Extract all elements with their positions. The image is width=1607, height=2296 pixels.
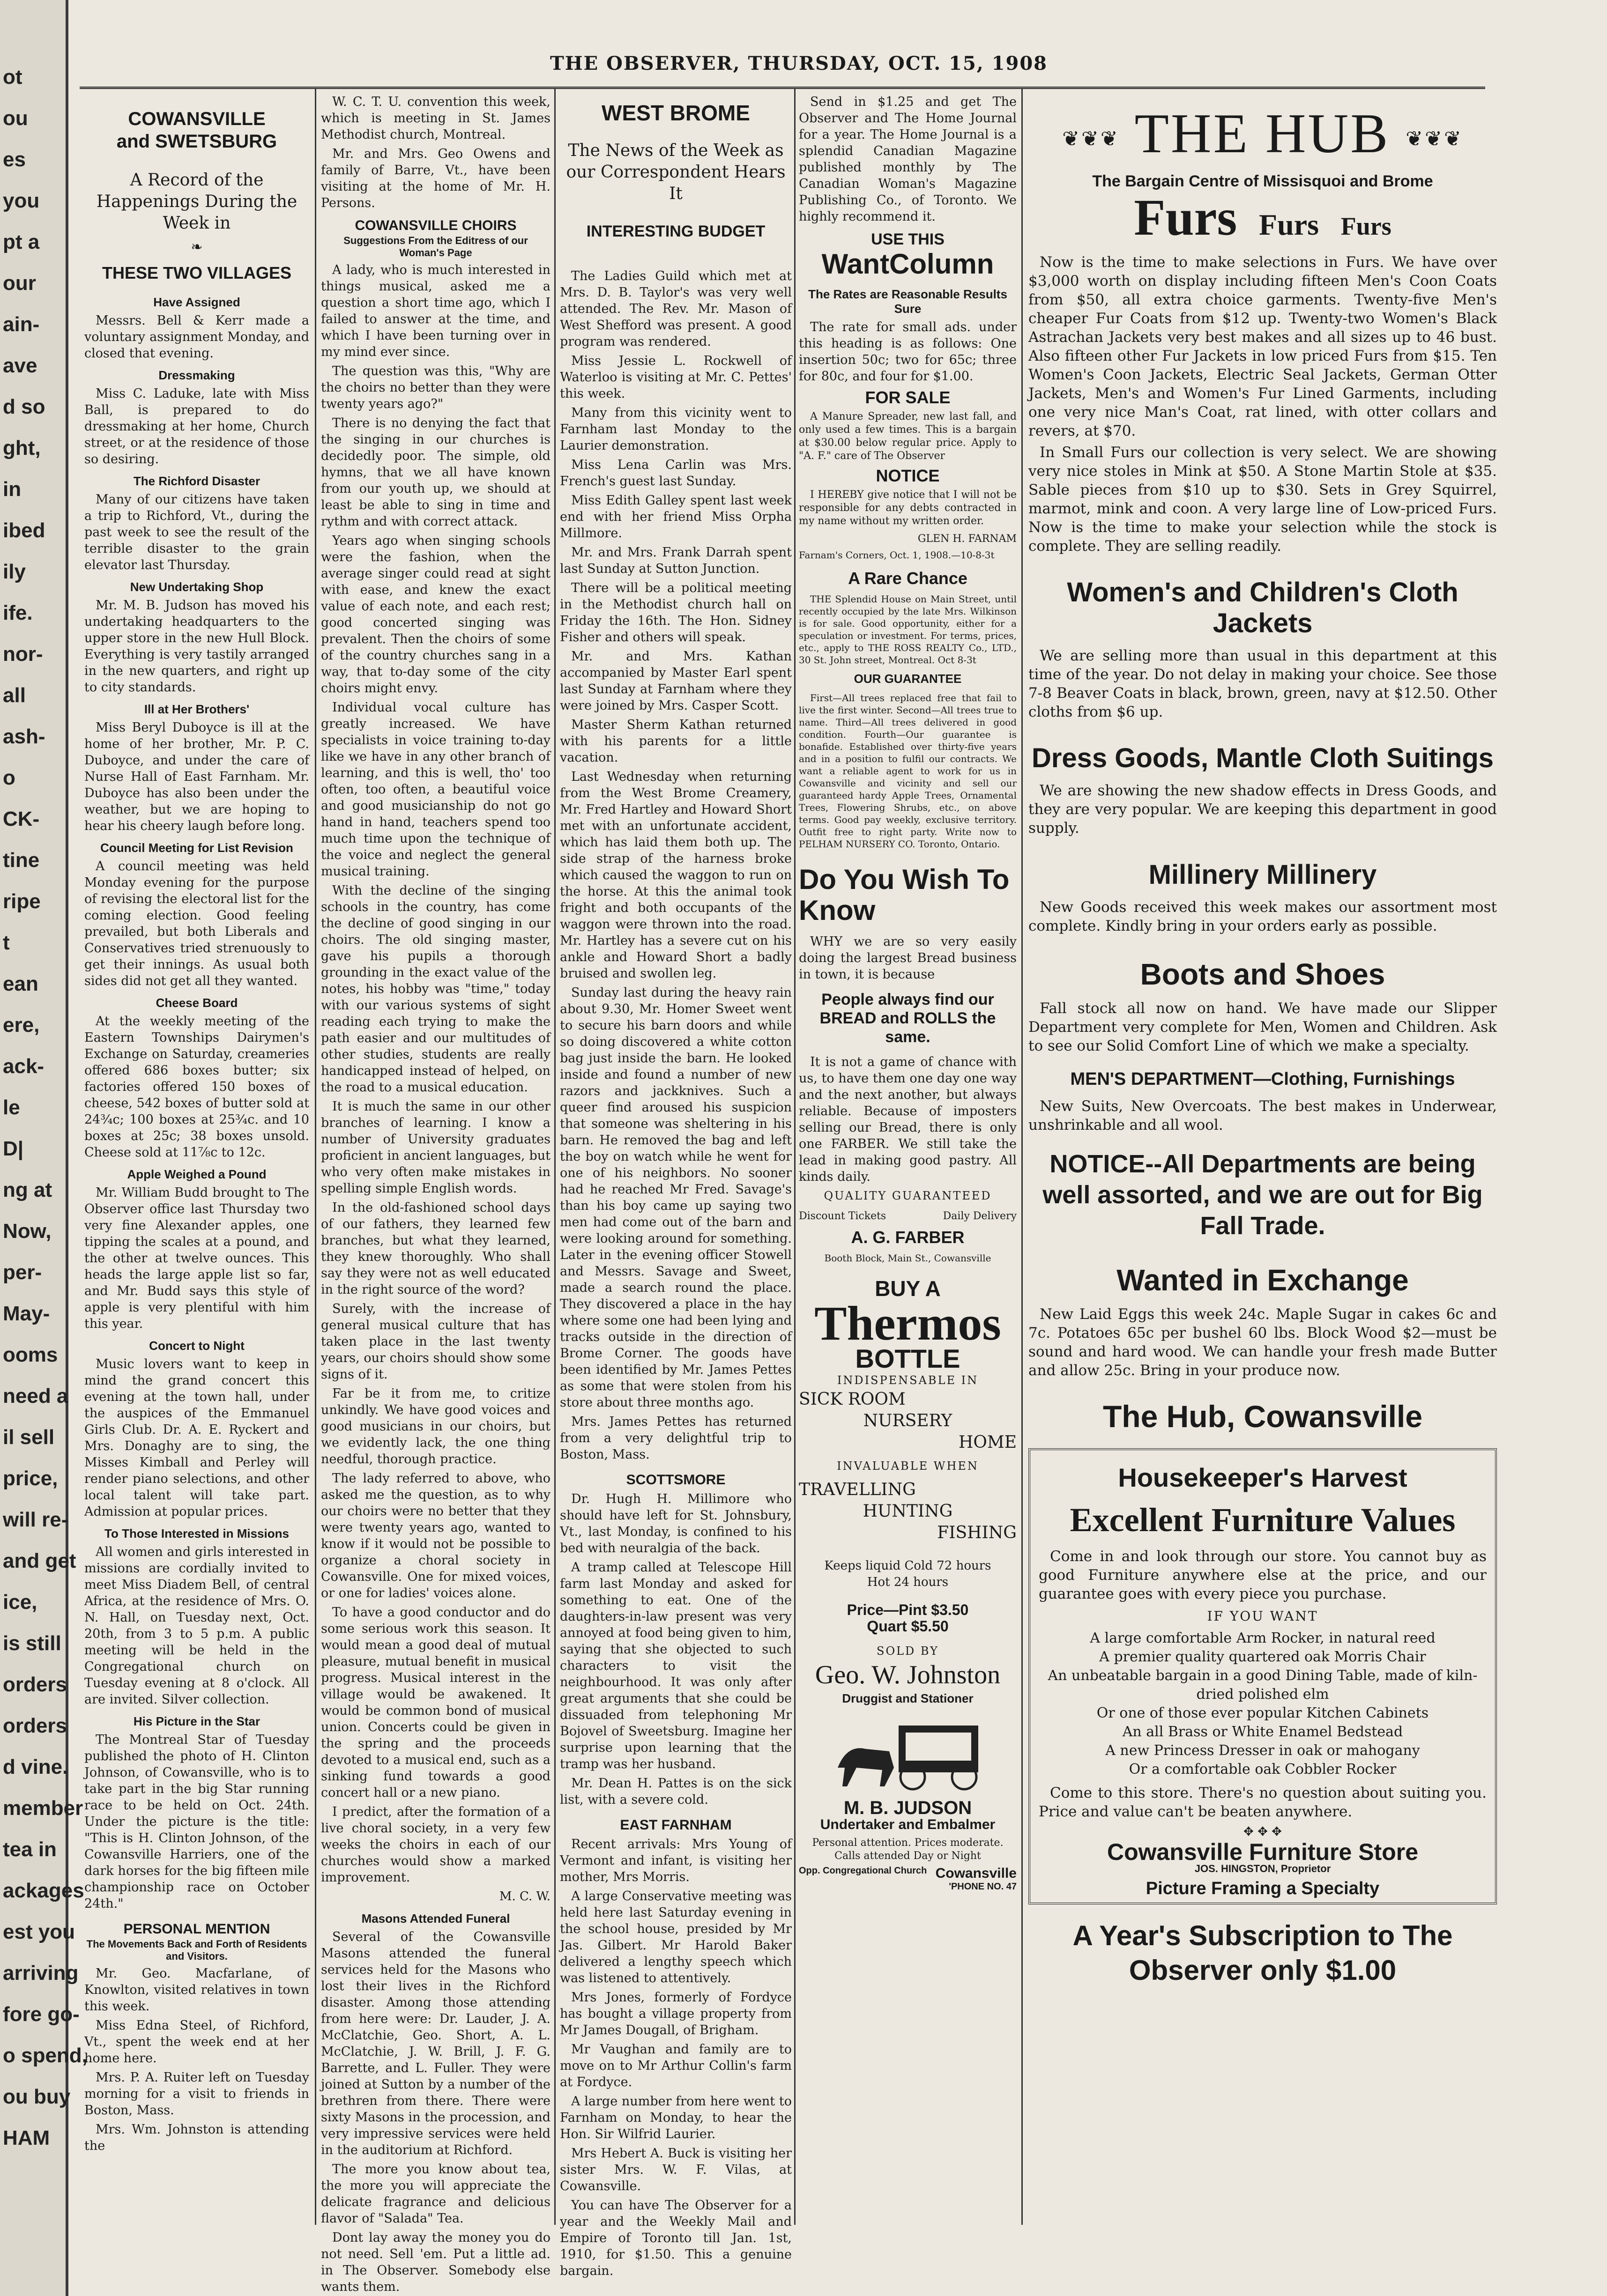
furniture-text: Come in and look through our store. You cannot buy as good Furniture anywhere else at the price, and our guarantee goes with every piece you purchase. [1039,1548,1487,1603]
guarantee-text: First—All trees replaced free that fail to live the first winter. Second—All trees true to name. Third—All trees delivered in good condition. Fourth—Our guarantee is bonafide. Established over thirty-five years and in a position to fulfil our contracts. We want a reliable agent to work for us in Cowansville and vicinity and sell our guaranteed hardy Apple Trees, Ornamental Trees, Flowering Shrubs, etc., on above terms. Good pay weekly, exclusive territory. Outfit free to right party. Write now to PELHAM NURSERY CO. Toronto, Ontario. [799,692,1017,850]
furniture-list-item: A premier quality quartered oak Morris Chair [1099,1649,1426,1666]
east-farnham-heading: EAST FARNHAM [620,1817,732,1833]
edge-fragment: our [3,272,36,295]
notice-heading: NOTICE [876,466,940,485]
edge-fragment: arriving [3,1962,79,1985]
edge-fragment: will re- [3,1508,68,1531]
news-item-text: Many of our citizens have taken a trip to Richford, Vt., during the past week to see the result of the terrible disaster to the grain elevator last Thursday. [84,492,309,572]
edge-fragment: price, [3,1467,58,1490]
edge-fragment: o spend, [3,2044,88,2067]
east-farnham-item: Recent arrivals: Mrs Young of Vermont and infant, is visiting her mother, Mrs Morris. [560,1837,792,1884]
delivery-label: Daily Delivery [943,1210,1017,1222]
news-item-text: Miss Lena Carlin was Mrs. French's guest last Sunday. [560,458,792,489]
choirs-paragraph: In the old-fashioned school days of our fathers, they learned few branches, but what they learned, they knew thoroughly. Who shall say they were not as well educated in the right source of the word? [321,1200,551,1297]
choirs-paragraph: With the decline of the singing schools in the country, has come the decline of good singing in our choirs. The old singing master, gave his pupils a thorough grounding in the exact value of the notes, his hobby was "time," today with our various systems of sight reading each trying to make the path easier and our multitudes of other studies, students are really handicapped instead of helped, on the road to a musical education. [321,883,551,1095]
column-title: WEST BROME [602,101,750,125]
ornament-icon: ❦❦❦ [1406,127,1463,151]
budget-heading: INTERESTING BUDGET [586,222,766,240]
edge-fragment: ooms [3,1343,58,1366]
personal-item: Mrs. Wm. Johnston is attending the [84,2122,309,2153]
masons-text: Several of the Cowansville Masons attended the funeral services held for the Masons who lost their lives in the Richford disaster. Among those attending from here were: Dr. Lauder, J. A. McClatchie, Geo. Short, A. L. McClatchie, J. W. Brill, J. F. G. Barrette, and L. Fuller. They were joined at Sutton by a number of the brethren from there. There were sixty Masons in the procession, and very impressive services were held in the auditorium at Richford. [321,1930,551,2157]
do-you-wish-heading: Do You Wish To Know [799,864,1010,926]
edge-fragment: need a [3,1385,68,1407]
edge-fragment: HAM [3,2126,50,2149]
choirs-paragraph: A lady, who is much interested in things musical, asked me a question a short time ago, which I failed to answer at the time, and which I have been turning over in my mind ever since. [321,263,551,359]
news-item-text: Many from this vicinity went to Farnham last Monday to the Laurier demonstration. [560,406,792,453]
choirs-paragraph: Surely, with the increase of general musical culture that has taken place in the last twenty years, our choirs should show some signs of it. [321,1302,551,1382]
header-rule [80,87,1485,89]
rates-heading: The Rates are Reasonable Results Sure [808,287,1007,316]
furs-big: Furs [1134,189,1237,246]
edge-fragment: all [3,684,26,707]
millinery-text: New Goods received this week makes our assortment most complete. Kindly bring in your orders early as possible. [1028,899,1497,935]
column-subtitle: The News of the Week as our Correspondent Hears It [566,141,786,203]
dress-goods-text: We are showing the new shadow effects in Dress Goods, and they are very popular. We are keeping this department in good supply. [1028,782,1497,837]
edge-fragment: d vine. [3,1755,68,1778]
news-item-heading: Cheese Board [156,996,238,1010]
news-item-text: A council meeting was held Monday evening for the purpose of revising the electoral list for the coming election. Good feeling prevailed, but both Liberals and Conservatives tried strenuously to get their innings. As usual both sides did not get all they wanted. [84,859,309,988]
previous-page-edge [0,0,88,2296]
travelling-label: TRAVELLING [799,1480,916,1499]
cowansville-label: Cowansville [935,1866,1017,1881]
choirs-paragraph: There is no denying the fact that the singing in our churches is decidedly poor. The simple, old hymns, that we all have known from our youth up, we should at least be able to sing in time and rythm and with correct attack. [321,416,551,529]
news-item-heading: New Undertaking Shop [130,580,264,594]
quality-label: QUALITY GUARANTEED [824,1189,992,1202]
bread-terms [799,1208,1017,1224]
edge-fragment: ife. [3,601,33,624]
for-sale-text: A Manure Spreader, new last fall, and only used a few times. This is a bargain at $30.00 below regular price. Apply to "A. F." care of The Observer [799,411,1017,462]
notice-banner: NOTICE--All Departments are being well assorted, and we are out for Big Fall Trade. [1042,1150,1483,1240]
column-rule [1021,89,1023,2225]
news-item-heading: Have Assigned [153,295,240,309]
rare-chance-text: THE Splendid House on Main Street, until recently occupied by the late Mrs. Wilkinson is for sale. Good opportunity, either for a speculation or investment. For terms, prices, etc., apply to THE ROSS REALTY Co., LTD., 30 St. John street, Montreal. Oct 8-3t [799,593,1017,666]
cloth-jackets-text: We are selling more than usual in this department at this time of the year. Do not delay in making your choice. See those 7-8 Beaver Coats in black, brown, green, navy at $12.50. Other cloths from $6 up. [1028,647,1497,721]
news-item-text: Sunday last during the heavy rain about 9.30, Mr. Homer Sweet went to secure his barn doors and while so doing discovered a white cotton bag just inside the barn. He looked inside and found a number of new razors and jackknives. Such a queer find aroused his suspicion that someone was sheltering in his barn. He removed the bag and left the boy on watch while he went for one of his neighbors. No sooner had he reached Mr Fred. Savage's than his boy came up saying two men had come out of the barn and were looking around for something. Later in the evening officer Stowell and Messrs. Savage and Sweet, made a search round the place. They discovered a place in the hay where some one had been lying and tracks outside in the direction of Brome Corner. The goods have been identified by Mr. James Pettes as some that were stolen from his store about three months ago. [560,985,792,1410]
subscription-banner: A Year's Subscription to The Observer only $1.00 [1072,1920,1453,1986]
choirs-paragraph: The lady referred to above, who asked me the question, as to why our choirs were no better that they were twenty years ago, wanted to know if it would not be possible to organize a choral society in Cowansville. One for mixed voices, or one for ladies' voices alone. [321,1471,551,1600]
news-item-heading: The Richford Disaster [133,474,260,488]
wanted-heading: Wanted in Exchange [1116,1263,1409,1297]
news-item-text: Mr. and Mrs. Frank Darrah spent last Sunday at Sutton Junction. [560,545,792,576]
edge-fragment: and get [3,1549,76,1572]
east-farnham-item: Mrs Jones, formerly of Fordyce has bought a village property from Mr James Dougall, of Brigham. [560,1990,792,2037]
news-items [84,295,309,1912]
edge-fragment: tea in [3,1838,57,1861]
indispensable-label: INDISPENSABLE IN [837,1374,979,1387]
proprietor-label: JOS. HINGSTON, Proprietor [1194,1863,1331,1875]
east-farnham-item: You can have The Observer for a year and the Weekly Mail and Empire of Toronto till Jan. 1st, 1910, for $1.50. This a genuine bargain. [560,2198,792,2278]
masons-heading: Masons Attended Funeral [361,1911,510,1926]
column-subtitle: A Record of the Happenings During the Week in [96,170,298,233]
edge-fragment: ave [3,354,37,377]
price-quart: Quart $5.50 [867,1618,949,1635]
page-header: THE OBSERVER, THURSDAY, OCT. 15, 1908 [550,52,1048,74]
bread-heading: People always find our BREAD and ROLLS the same. [819,991,996,1046]
column-title: COWANSVILLE [128,109,266,129]
edge-fragment: orders [3,1673,67,1696]
column-title-2: and SWETSBURG [116,131,277,152]
news-item-heading: Council Meeting for List Revision [100,841,293,855]
news-item-heading: Apple Weighed a Pound [127,1167,267,1181]
edge-fragment: nor- [3,643,43,666]
boots-text: Fall stock all now on hand. We have made our Slipper Department very complete for Men, Women and Children. Ask to see our Solid Comfort Line of which we make a specialty. [1028,1000,1497,1055]
edge-fragment: ain- [3,313,40,336]
news-item-text: Mr. M. B. Judson has moved his undertaking headquarters to the upper store in the new Hull Block. Everything is very tastily arranged in the new quarters, and right up to city standards. [84,598,309,695]
farber-name: A. G. FARBER [851,1228,965,1247]
furs-medium: Furs [1259,208,1319,242]
news-item-text: There will be a political meeting in the Methodist church hall on Friday the 16th. The Hon. Sidney Fisher and others will speak. [560,581,792,644]
tea-text: The more you know about tea, the more you will appreciate the delicate fragrance and delicious flavor of "Salada" Tea. [321,2162,551,2226]
hub-subtitle: The Bargain Centre of Missisquoi and Brome [1092,172,1433,191]
news-item-text: The Ladies Guild which met at Mrs. D. B. Taylor's was very well attended. The Rev. Mr. Mason of West Shefford was present. A good program was rendered. [560,269,792,349]
edge-fragment: fore go- [3,2003,80,2026]
hub-masthead [1028,103,1497,170]
furniture-list-item: Or one of those ever popular Kitchen Cabinets [1096,1705,1429,1722]
judson-location [799,1866,1017,1881]
undertaker-label: Undertaker and Embalmer [820,1817,996,1832]
news-item-text: Music lovers want to keep in mind the grand concert this evening at the town hall, under the auspices of the Emmanuel Girls Club. Dr. A. E. Ryckert and Mrs. Donaghy are to sing, the Misses Kimball and Perley will render piano selections, and other local talent will take part. Admission at popular prices. [84,1357,309,1519]
hub-cowansville: The Hub, Cowansville [1102,1399,1423,1434]
edge-fragment: in [3,478,22,501]
nursery-label: NURSERY [863,1411,952,1430]
boots-heading: Boots and Shoes [1140,957,1385,992]
personal-item: Miss Edna Steel, of Richford, Vt., spent the week end at her home here. [84,2018,309,2066]
furniture-list-item: Or a comfortable oak Cobbler Rocker [1129,1761,1397,1778]
hub-title: THE HUB [1134,102,1390,164]
news-item-text: All women and girls interested in missions are cordially invited to meet Miss Diadem Bell, of central Africa, at the residence of Mrs. O. N. Hall, on Tuesday next, Oct. 20th, from 3 to 5 p.m. A public meeting will be held in the Congregational church on Tuesday evening at 8 o'clock. All are invited. Silver collection. [84,1545,309,1707]
east-farnham-item: A large number from here went to Farnham on Monday, to hear the Hon. Sir Wilfrid Laurier. [560,2094,792,2141]
edge-fragment: ripe [3,890,41,913]
edge-fragment: ack- [3,1055,45,1078]
news-item-text: At the weekly meeting of the Eastern Townships Dairymen's Exchange on Saturday, creameries offered 686 boxes butter; six factories offered 150 boxes of cheese, 542 boxes of butter sold at 24¾c; 100 boxes at 25¾c. and 10 boxes at 25c; 38 boxes unsold. Cheese sold at 11⅞c to 12c. [84,1014,309,1160]
edge-fragment: es [3,148,26,171]
edge-fragment: per- [3,1261,42,1284]
use-this-label: USE THIS [871,230,945,248]
edge-fragment: o [3,766,15,789]
discount-label: Discount Tickets [799,1210,886,1222]
johnston-name: Geo. W. Johnston [815,1660,1001,1689]
signature: M. C. W. [499,1889,551,1903]
bread-text: WHY we are so very easily doing the largest Bread business in town, it is because [799,934,1017,982]
furs-text: Now is the time to make selections in Furs. We have over $3,000 worth on display including fifteen Men's Coon Coats from $50, all extra choice garments. Twenty-five Men's cheaper Fur Coats from $12 up. Twenty-two Women's Black Astrachan Jackets very best makes and all sizes up to 46 bust. Also fifteen other Fur Jackets in low priced Furs from $15. Ten Women's Coon Jackets, Electric Seal Jackets, German Otter Jackets, Men's and Women's Fur Lined Garments, including one very nice Man's Coat, rat lined, with otter collars and revers, at $70. [1028,254,1497,440]
judson-name: M. B. JUDSON [843,1798,972,1818]
small-furs-text: In Small Furs our collection is very select. We are showing very nice stoles in Mink at $50. A Stone Martin Stole at $35. Sable pieces from $10 up to $30. Sets in Grey Squirrel, marmot, mink and coon. A very large line of Low-priced Furs. Now is the time to make your selection while the stock is complete. They are selling readily. [1028,444,1497,555]
notice-signature: GLEN H. FARNAM [917,533,1017,545]
news-item-text: Mr. and Mrs. Kathan accompanied by Master Earl spent last Sunday at Farnham where they were joined by Mrs. Casper Scott. [560,649,792,713]
villages-heading: THESE TWO VILLAGES [102,263,291,282]
news-item-text: The Montreal Star of Tuesday published the photo of H. Clinton Johnson, of Cowansville, who is to take part in the big Star running race to be held on Oct. 24th. Under the picture is the title: "This is H. Clinton Johnson, of the Cowansville Harriers, one of the dark horses for the big fifteen mile championship race on October 24th." [84,1733,309,1911]
farber-address: Booth Block, Main St., Cowansville [824,1252,991,1264]
scottsmore-heading: SCOTTSMORE [626,1472,726,1488]
edge-fragment: you [3,189,40,212]
column-rule [794,89,796,2225]
edge-fragment: orders [3,1714,67,1737]
column-rule [315,89,316,2225]
edge-fragment: ght, [3,437,41,459]
druggist-label: Druggist and Stationer [842,1691,974,1705]
edge-fragment: ily [3,560,26,583]
choirs-paragraph: Years ago when singing schools were the fashion, when the average singer could read at sight with ease, and knew the exact value of each note, and each rest; good concerted singing was prevalent. Then the choirs of some of the country churches sang in a way, that to-day some of the city choirs might envy. [321,533,551,696]
news-item-text: Miss C. Laduke, late with Miss Ball, is prepared to do dressmaking at her home, Church street, or at the residence of those so desiring. [84,386,309,467]
news-item-heading: Ill at Her Brothers' [144,702,250,716]
thermos-heading: Thermos [814,1296,1001,1350]
edge-fragment: ibed [3,519,45,542]
edge-fragment: member [3,1797,83,1820]
housekeeper-heading: Housekeeper's Harvest [1118,1463,1407,1493]
edge-fragment: May- [3,1302,50,1325]
keeps-cold: Keeps liquid Cold 72 hours [824,1559,991,1573]
news-item-heading: Concert to Night [149,1339,245,1353]
picture-framing-label: Picture Framing a Specialty [1146,1879,1380,1899]
excellent-heading: Excellent Furniture Values [1070,1501,1456,1539]
column-west-brome [560,94,792,2278]
edge-fragment: ice, [3,1591,37,1614]
furs-heading [1028,189,1497,246]
sick-room-label: SICK ROOM [799,1390,906,1409]
news-item-text: Miss Edith Galley spent last week end with her friend Miss Orpha Millmore. [560,493,792,541]
sold-by-label: SOLD BY [877,1644,939,1658]
edge-fragment: pt a [3,230,40,253]
news-item-text: Mr. William Budd brought to The Observer office last Thursday two very fine Alexander apples, one tipping the scales at a pound, and the other at twelve ounces. This heads the large apple list so far, and Mr. Budd says this style of apple is very plentiful with him this year. [84,1185,309,1331]
choirs-paragraph: Far be it from me, to critize unkindly. We have good voices and good musicians in our choirs, but we evidently lack, the one thing needful, thorough practice. [321,1386,551,1466]
news-item-heading: To Those Interested in Missions [104,1526,289,1541]
scottsmore-item: A tramp called at Telescope Hill farm last Monday and asked for something to eat. One of the daughters-in-law present was very annoyed at food being given to him, saying that she objected to such characters to visit the neighbourhood. It was only after great arguments that she could be dissuaded from telephoning Mr Bojovel of Sweetsburg. Imagine her surprise upon learning that the tramp was her husband. [560,1560,792,1771]
if-you-want-label: IF YOU WANT [1207,1608,1318,1624]
edge-fragment: ash- [3,725,45,748]
news-item-text: Messrs. Bell & Kerr made a voluntary assignment Monday, and closed that evening. [84,313,309,361]
edge-fragment: tine [3,849,40,872]
column-choirs [321,94,551,2294]
personal-item: Mrs. P. A. Ruiter left on Tuesday morning for a visit to friends in Boston, Mass. [84,2070,309,2118]
news-item-heading: His Picture in the Star [133,1714,260,1728]
rates-text: The rate for small ads. under this heading is as follows: One insertion 50c; two for 65c; three for 80c, and four for $1.00. [799,320,1017,384]
bottle-label: BOTTLE [855,1344,960,1373]
news-items [560,268,792,1463]
want-column-heading: WantColumn [821,248,994,280]
furniture-list-item: A new Princess Dresser in oak or mahogany [1105,1742,1420,1759]
furniture-ad [1028,1448,1497,1904]
scottsmore-items [560,1491,792,1808]
hearse-illustration [799,1711,1017,1795]
choirs-heading: COWANSVILLE CHOIRS [355,218,517,233]
news-item-text: Miss Beryl Duboyce is ill at the home of her brother, Mr. P. C. Duboyce, and under the care of Nurse Hall of East Farnham. Mr. Duboyce has also been under the weather, but we are hoping to hear his cheery laugh before long. [84,720,309,833]
personal-subheading: The Movements Back and Forth of Residents and Visitors. [86,1938,307,1962]
millinery-heading: Millinery Millinery [1148,859,1377,890]
personal-item: Mr. Geo. Macfarlane, of Knowlton, visited relatives in town this week. [84,1966,309,2014]
ornament-icon: ❦❦❦ [1062,127,1120,151]
home-label: HOME [958,1433,1017,1452]
furs-small: Furs [1340,212,1391,241]
choirs-paragraph: The question was this, "Why are the choirs no better than they were twenty years ago?" [321,364,551,411]
choirs-paragraph: Individual vocal culture has greatly increased. We have specialists in voice training to-day like we have in any other branch of learning, and this is well, tho' too often, too often, a beautiful voice and good musicianship do not go hand in hand, teachers spend too much time upon the technique of the voice and neglect the general musical training. [321,700,551,879]
notice-text: I HEREBY give notice that I will not be responsible for any debts contracted in my name without my written order. [799,489,1017,527]
guarantee-heading: OUR GUARANTEE [854,672,962,686]
home-journal-ad: Send in $1.25 and get The Observer and The Home Journal for a year. The Home Journal is a splendid Canadian Magazine published monthly by The Canadian Woman's Magazine Publishing Co., of Toronto. We highly recommend it. [799,95,1017,224]
lead-item: W. C. T. U. convention this week, which is meeting in St. James Methodist church, Montreal. [321,95,551,142]
east-farnham-item: A large Conservative meeting was held here last Saturday evening in the school house, presided by Mr Jas. Gilbert. Mr Harold Baker delivered a lengthy speech which was listened to attentively. [560,1889,792,1985]
bread-detail: It is not a game of chance with us, to have them one day one way and the next another, but always reliable. Because of imposters selling our Bread, there is only one FARBER. We still take the lead in making good pastry. All kinds daily. [799,1055,1017,1184]
edge-fragment: ng at [3,1178,52,1201]
column-rule [554,89,556,2225]
come-text: Come to this store. There's no question about suiting you. Price and value can't be beaten anywhere. [1039,1785,1487,1821]
personal-heading: PERSONAL MENTION [123,1921,270,1937]
column-hub [1028,94,1497,2248]
keeps-hot: Hot 24 hours [867,1575,949,1589]
east-farnham-items [560,1836,792,2279]
mens-heading: MEN'S DEPARTMENT—Clothing, Furnishings [1070,1069,1455,1089]
tail-text: Dont lay away the money you do not need. Sell 'em. Put a little ad. in The Observer. Somebody else wants them. [321,2230,551,2294]
scottsmore-item: Mr. Dean H. Pattes is on the sick list, with a severe cold. [560,1776,792,1807]
invaluable-label: INVALUABLE WHEN [837,1459,979,1473]
news-item-text: Miss Jessie L. Rockwell of Waterloo is visiting at Mr. C. Pettes' this week. [560,354,792,401]
edge-fragment: ere, [3,1014,40,1037]
edge-fragment: ean [3,972,38,995]
edge-fragment: t [3,931,10,954]
opp-label: Opp. Congregational Church [799,1866,927,1876]
scottsmore-item: Dr. Hugh H. Millimore who should have left for St. Johnsbury, Vt., last Monday, is confined to his bed with neuralgia of the back. [560,1492,792,1555]
choirs-paragraph: It is much the same in our other branches of learning. I know a number of University graduates proficient in ancient languages, but who very often make mistakes in spelling simple English words. [321,1099,551,1196]
east-farnham-item: Mrs Hebert A. Buck is visiting her sister Mrs. W. F. Vilas, at Cowansville. [560,2146,792,2193]
edge-fragment: d so [3,395,45,418]
furniture-list-item: A large comfortable Arm Rocker, in natural reed [1090,1630,1436,1647]
phone-label: 'PHONE NO. 47 [949,1881,1017,1892]
buy-a-label: BUY A [875,1276,941,1301]
choirs-paragraph: To have a good conductor and do some serious work this season. It would mean a good deal of mutual pleasure, mutual benefit in musical progress. Musical interest in the village would be awakened. It would be common bond of musical union. Concerts could be given in the spring and the proceeds devoted to a musical end, such as a sinking fund towards a good concert hall or a new piano. [321,1605,551,1800]
edge-fragment: is still [3,1632,61,1655]
price-pint: Price—Pint $3.50 [847,1601,969,1618]
ornament-icon: ✥ ✥ ✥ [1243,1825,1282,1839]
lead-item: Mr. and Mrs. Geo Owens and family of Barre, Vt., have been visiting at the home of Mr. H. Persons. [321,147,551,210]
lead-items [321,94,551,211]
edge-fragment: ou [3,107,28,130]
edge-fragment: est you [3,1920,75,1943]
furniture-list [1039,1629,1487,1779]
edge-fragment: D| [3,1137,24,1160]
edge-fragment: Now, [3,1220,52,1243]
judson-text: Personal attention. Prices moderate. Calls attended Day or Night [812,1837,1004,1862]
for-sale-heading: FOR SALE [865,388,951,407]
column-ads [799,94,1017,2248]
edge-fragment: ackages [3,1879,84,1902]
furniture-list-item: An all Brass or White Enamel Bedstead [1122,1724,1403,1741]
choirs-article [321,262,551,1886]
edge-fragment: il sell [3,1426,55,1449]
edge-fragment: le [3,1096,20,1119]
news-item-text: Mrs. James Pettes has returned from a very delightful trip to Boston, Mass. [560,1415,792,1462]
notice-location: Farnam's Corners, Oct. 1, 1908.—10-8-3t [799,549,995,561]
rare-chance-heading: A Rare Chance [848,569,967,588]
personal-items [84,1965,309,2154]
furniture-store-name: Cowansville Furniture Store [1107,1839,1418,1866]
news-item-text: Last Wednesday when returning from the West Brome Creamery, Mr. Fred Hartley and Howard Short met with an unfortunate accident, which has laid them both up. The side strap of the harness broke which caused the waggon to run on the horse. At this the animal took fright and both occupants of the waggon were thrown into the road. Mr. Hartley has a severe cut on his ankle and Howard Short a badly bruised and swollen leg. [560,770,792,981]
dress-goods-heading: Dress Goods, Mantle Cloth Suitings [1031,743,1494,774]
news-item-text: Master Sherm Kathan returned with his parents for a little vacation. [560,718,792,765]
mens-text: New Suits, New Overcoats. The best makes in Underwear, unshrinkable and all wool. [1028,1098,1497,1134]
edge-fragment: ot [3,66,22,89]
ornament-icon: ❧ [191,239,203,255]
news-item-heading: Dressmaking [158,368,235,382]
edge-fragment: ou buy [3,2085,71,2108]
hunting-label: HUNTING [863,1502,953,1521]
cloth-jackets-heading: Women's and Children's Cloth Jackets [1067,577,1458,639]
choirs-subheading: Suggestions From the Editress of our Woman's Page [343,235,528,259]
east-farnham-item: Mr Vaughan and family are to move on to Mr Arthur Collin's farm at Fordyce. [560,2042,792,2089]
fishing-label: FISHING [937,1523,1017,1542]
wanted-text: New Laid Eggs this week 24c. Maple Sugar in cakes 6c and 7c. Potatoes 65c per bushel 60 lbs. Block Wood $2—must be sound and hard wood. We can handle your fresh made Butter and allow 25c. Bring in your produce now. [1028,1306,1497,1379]
column-cowansville [84,94,309,2248]
edge-fragment: CK- [3,807,40,830]
choirs-paragraph: I predict, after the formation of a live choral society, in a very few weeks the choirs in each of our churches would show a marked improvement. [321,1805,551,1885]
furniture-list-item: An unbeatable bargain in a good Dining Table, made of kiln-dried polished elm [1048,1667,1478,1703]
